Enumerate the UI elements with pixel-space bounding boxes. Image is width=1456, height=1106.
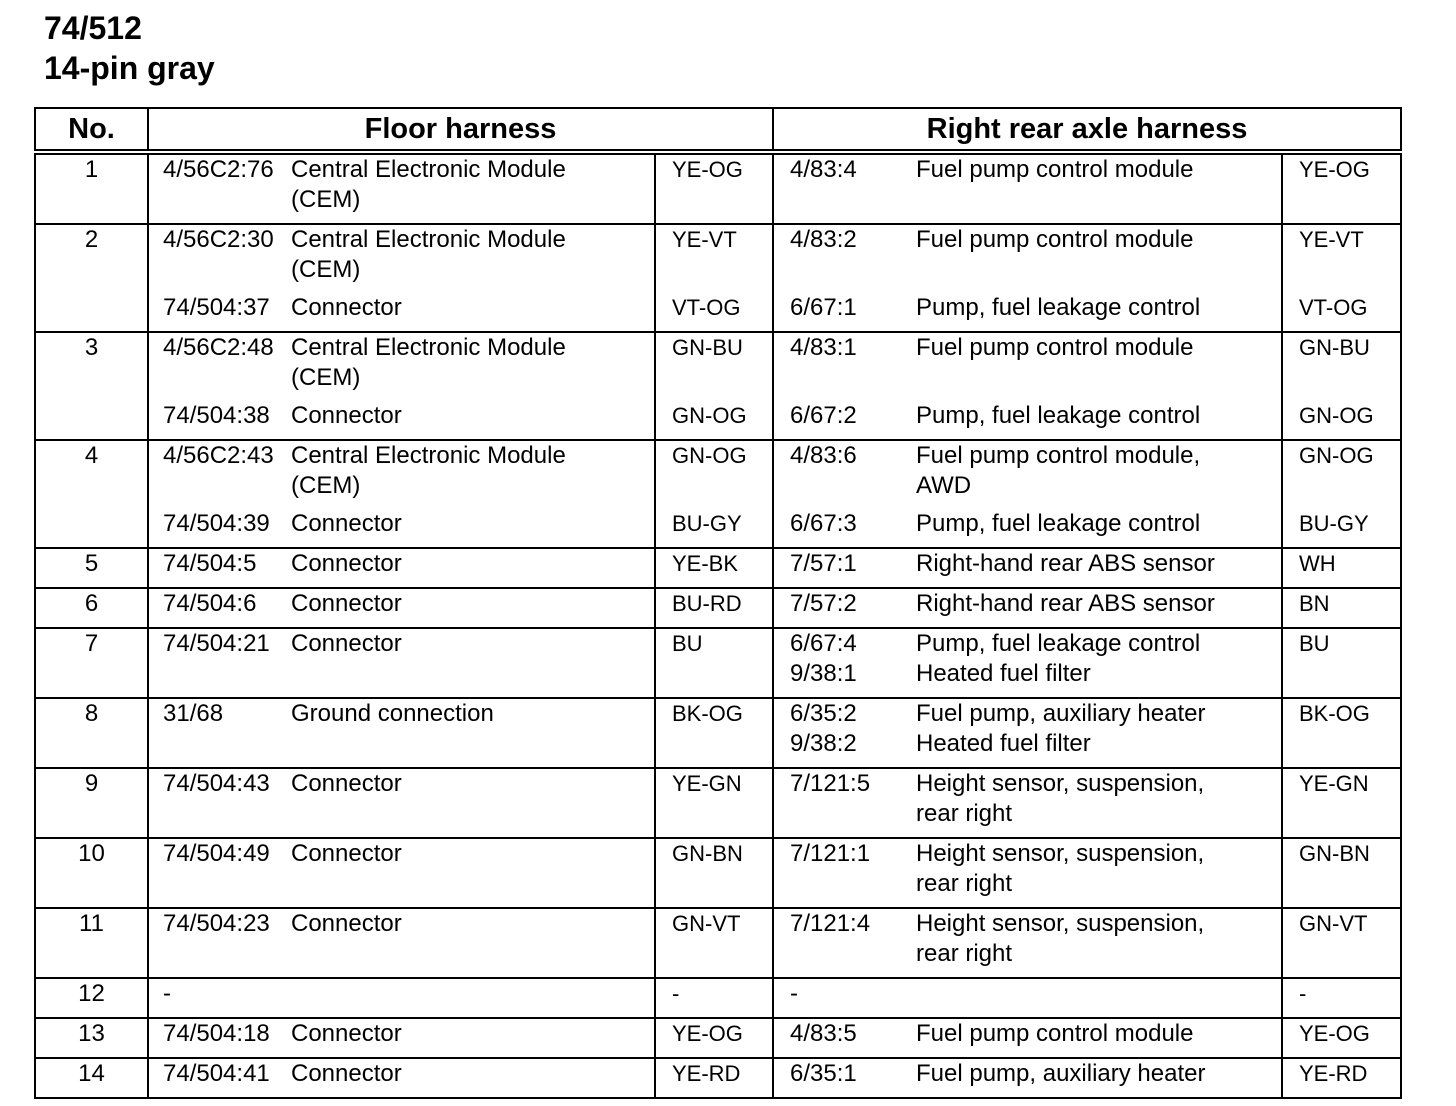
header-no: No.: [35, 108, 148, 152]
table-row: [35, 509, 1401, 548]
right-wire-color-text: BU: [1299, 631, 1330, 656]
right-terminal-code: [773, 1058, 916, 1098]
pin-number-text: [36, 401, 147, 409]
right-wire-color: [1282, 588, 1401, 628]
table-row: [35, 838, 1401, 908]
floor-wire-color: [655, 698, 773, 768]
floor-wire-color: [655, 978, 773, 1018]
floor-component-text: Connector: [291, 510, 402, 537]
right-terminal-code: [773, 548, 916, 588]
floor-terminal-code: [148, 768, 291, 838]
right-component: [916, 152, 1282, 224]
floor-component: [291, 838, 655, 908]
floor-wire-color-text: GN-OG: [672, 403, 747, 428]
floor-wire-color: [655, 588, 773, 628]
floor-terminal-code-text: 74/504:43: [163, 770, 270, 797]
right-terminal-code: [773, 588, 916, 628]
pin-number: [35, 1018, 148, 1058]
pin-number-text: 3: [84, 334, 99, 361]
floor-component: [291, 548, 655, 588]
floor-component-text: Central Electronic Module (CEM): [291, 334, 566, 391]
right-component: [916, 628, 1282, 698]
right-wire-color-text: WH: [1299, 551, 1336, 576]
floor-terminal-code: [148, 293, 291, 332]
pin-number: [35, 768, 148, 838]
right-wire-color: [1282, 332, 1401, 401]
pin-number-text: [36, 293, 147, 301]
floor-component-text: [291, 979, 654, 987]
right-wire-color: [1282, 440, 1401, 509]
right-component: [916, 224, 1282, 293]
right-component: [916, 908, 1282, 978]
table-row: [35, 293, 1401, 332]
floor-wire-color: [655, 509, 773, 548]
floor-component-text: Connector: [291, 1020, 402, 1047]
pin-number: [35, 628, 148, 698]
floor-wire-color-text: -: [672, 981, 680, 1006]
table-row: [35, 698, 1401, 768]
pin-number-text: 11: [79, 910, 104, 937]
right-terminal-code: [773, 978, 916, 1018]
floor-component-text: Connector: [291, 550, 402, 577]
floor-terminal-code: [148, 838, 291, 908]
table-row: [35, 628, 1401, 698]
right-terminal-code: [773, 332, 916, 401]
right-terminal-code-text: 6/35:2 9/38:2: [790, 700, 857, 757]
right-component: [916, 978, 1282, 1018]
floor-component: [291, 698, 655, 768]
floor-wire-color-text: BK-OG: [672, 701, 743, 726]
right-wire-color: [1282, 509, 1401, 548]
floor-component: [291, 293, 655, 332]
floor-terminal-code: [148, 698, 291, 768]
floor-wire-color: [655, 768, 773, 838]
right-terminal-code-text: 7/121:5: [790, 770, 871, 797]
floor-component: [291, 332, 655, 401]
right-terminal-code-text: 7/121:4: [790, 910, 871, 937]
floor-wire-color-text: YE-RD: [672, 1061, 741, 1086]
right-wire-color: [1282, 628, 1401, 698]
floor-component: [291, 224, 655, 293]
right-wire-color: [1282, 1058, 1401, 1098]
floor-terminal-code-text: 31/68: [163, 700, 224, 727]
pin-number: [35, 838, 148, 908]
table-row: [35, 1058, 1401, 1098]
right-terminal-code: [773, 628, 916, 698]
right-component-text: Pump, fuel leakage control: [916, 402, 1201, 429]
right-terminal-code-text: 6/67:1: [790, 294, 857, 321]
pin-number-text: 14: [78, 1060, 105, 1087]
right-terminal-code: [773, 293, 916, 332]
right-terminal-code: [773, 1018, 916, 1058]
floor-wire-color: [655, 440, 773, 509]
floor-terminal-code: [148, 978, 291, 1018]
table-row: [35, 332, 1401, 401]
floor-component: [291, 509, 655, 548]
right-component-text: Fuel pump control module, AWD: [916, 442, 1201, 499]
pin-number: [35, 224, 148, 293]
floor-terminal-code: [148, 401, 291, 440]
floor-wire-color-text: GN-BU: [672, 335, 743, 360]
right-wire-color: [1282, 838, 1401, 908]
floor-terminal-code: [148, 332, 291, 401]
right-component: [916, 548, 1282, 588]
floor-terminal-code-text: 4/56C2:43: [163, 442, 274, 469]
right-component: [916, 440, 1282, 509]
right-terminal-code: [773, 838, 916, 908]
floor-wire-color: [655, 548, 773, 588]
right-component: [916, 1058, 1282, 1098]
right-wire-color-text: VT-OG: [1299, 295, 1368, 320]
pin-number-text: 1: [84, 156, 99, 183]
table-body: [35, 152, 1401, 1098]
right-terminal-code-text: 7/57:1: [790, 550, 857, 577]
right-terminal-code-text: 4/83:6: [790, 442, 857, 469]
floor-component: [291, 440, 655, 509]
floor-component: [291, 152, 655, 224]
right-wire-color-text: YE-OG: [1299, 157, 1370, 182]
floor-terminal-code-text: 74/504:49: [163, 840, 270, 867]
floor-terminal-code: [148, 1058, 291, 1098]
floor-wire-color: [655, 1058, 773, 1098]
right-terminal-code: [773, 509, 916, 548]
right-wire-color: [1282, 224, 1401, 293]
floor-wire-color: [655, 293, 773, 332]
right-terminal-code-text: -: [790, 980, 798, 1007]
table-row: [35, 978, 1401, 1018]
right-wire-color-text: YE-GN: [1299, 771, 1369, 796]
right-wire-color: [1282, 152, 1401, 224]
floor-component: [291, 908, 655, 978]
right-wire-color: [1282, 1018, 1401, 1058]
right-component: [916, 1018, 1282, 1058]
floor-component-text: Connector: [291, 630, 402, 657]
pin-number: [35, 1058, 148, 1098]
floor-terminal-code-text: 4/56C2:48: [163, 334, 274, 361]
right-component: [916, 332, 1282, 401]
floor-component-text: Connector: [291, 294, 402, 321]
floor-wire-color: [655, 838, 773, 908]
floor-terminal-code-text: 74/504:41: [163, 1060, 270, 1087]
pin-number-text: 9: [84, 770, 99, 797]
floor-component-text: Connector: [291, 402, 402, 429]
table-row: [35, 1018, 1401, 1058]
floor-terminal-code-text: 74/504:39: [163, 510, 270, 537]
right-terminal-code-text: 4/83:5: [790, 1020, 857, 1047]
floor-terminal-code: [148, 628, 291, 698]
right-terminal-code: [773, 440, 916, 509]
right-terminal-code: [773, 698, 916, 768]
right-component-text: Height sensor, suspension, rear right: [916, 840, 1205, 897]
right-component: [916, 509, 1282, 548]
floor-terminal-code-text: 74/504:37: [163, 294, 270, 321]
floor-component: [291, 401, 655, 440]
floor-wire-color-text: YE-GN: [672, 771, 742, 796]
right-terminal-code-text: 7/121:1: [790, 840, 871, 867]
right-terminal-code: [773, 401, 916, 440]
right-wire-color-text: GN-OG: [1299, 443, 1374, 468]
pin-number: [35, 293, 148, 332]
floor-wire-color-text: GN-OG: [672, 443, 747, 468]
header-right-rear-axle-harness: Right rear axle harness: [773, 108, 1401, 152]
right-component: [916, 588, 1282, 628]
pin-number-text: 8: [84, 700, 99, 727]
floor-component-text: Connector: [291, 910, 402, 937]
table-row: [35, 908, 1401, 978]
pin-number-text: 4: [84, 442, 99, 469]
right-wire-color-text: BK-OG: [1299, 701, 1370, 726]
floor-component: [291, 1018, 655, 1058]
right-wire-color: [1282, 978, 1401, 1018]
right-component-text: Fuel pump, auxiliary heater: [916, 1060, 1206, 1087]
right-component: [916, 698, 1282, 768]
right-wire-color: [1282, 698, 1401, 768]
floor-component: [291, 628, 655, 698]
floor-terminal-code: [148, 224, 291, 293]
floor-component-text: Ground connection: [291, 700, 494, 727]
pin-number-text: 10: [78, 840, 105, 867]
right-wire-color: [1282, 401, 1401, 440]
pin-number: [35, 401, 148, 440]
pin-number-text: 5: [84, 550, 99, 577]
right-terminal-code-text: 6/67:3: [790, 510, 857, 537]
right-component: [916, 768, 1282, 838]
floor-wire-color-text: YE-OG: [672, 157, 743, 182]
floor-component: [291, 768, 655, 838]
right-wire-color-text: -: [1299, 981, 1307, 1006]
pin-number: [35, 152, 148, 224]
floor-wire-color: [655, 1018, 773, 1058]
right-wire-color-text: YE-RD: [1299, 1061, 1368, 1086]
floor-terminal-code: [148, 548, 291, 588]
pin-number-text: 12: [78, 980, 105, 1007]
right-terminal-code-text: 6/67:4 9/38:1: [790, 630, 857, 687]
floor-terminal-code: [148, 908, 291, 978]
right-wire-color-text: BU-GY: [1299, 511, 1369, 536]
connector-id: 74/512: [44, 10, 142, 46]
right-component-text: Right-hand rear ABS sensor: [916, 550, 1215, 577]
right-terminal-code-text: 4/83:4: [790, 156, 857, 183]
connector-type: 14-pin gray: [44, 50, 215, 86]
right-terminal-code-text: 4/83:2: [790, 226, 857, 253]
pin-number-text: 13: [78, 1020, 105, 1047]
floor-component-text: Central Electronic Module (CEM): [291, 156, 566, 213]
right-terminal-code: [773, 908, 916, 978]
right-component-text: Fuel pump control module: [916, 1020, 1194, 1047]
pin-number-text: [36, 509, 147, 517]
pin-number: [35, 332, 148, 401]
table-row: [35, 548, 1401, 588]
pin-number-text: 7: [84, 630, 99, 657]
right-terminal-code-text: 6/67:2: [790, 402, 857, 429]
floor-component: [291, 588, 655, 628]
right-terminal-code: [773, 768, 916, 838]
floor-terminal-code: [148, 588, 291, 628]
right-component-text: Fuel pump control module: [916, 156, 1194, 183]
floor-terminal-code-text: 4/56C2:76: [163, 156, 274, 183]
right-component: [916, 293, 1282, 332]
pin-number-text: 2: [84, 226, 99, 253]
right-terminal-code-text: 4/83:1: [790, 334, 857, 361]
right-wire-color-text: BN: [1299, 591, 1330, 616]
floor-terminal-code-text: -: [163, 980, 171, 1007]
right-component-text: Right-hand rear ABS sensor: [916, 590, 1215, 617]
right-wire-color: [1282, 293, 1401, 332]
right-terminal-code: [773, 224, 916, 293]
floor-wire-color: [655, 332, 773, 401]
page-title: [44, 8, 215, 88]
floor-component-text: Central Electronic Module (CEM): [291, 226, 566, 283]
floor-terminal-code: [148, 1018, 291, 1058]
right-component-text: Pump, fuel leakage control: [916, 294, 1201, 321]
floor-wire-color: [655, 224, 773, 293]
right-component-text: Pump, fuel leakage control Heated fuel filter: [916, 630, 1201, 687]
table-row: [35, 401, 1401, 440]
pin-number: [35, 908, 148, 978]
floor-wire-color: [655, 401, 773, 440]
pin-number: [35, 509, 148, 548]
floor-terminal-code-text: 74/504:21: [163, 630, 270, 657]
right-wire-color: [1282, 548, 1401, 588]
right-wire-color-text: GN-VT: [1299, 911, 1368, 936]
pin-number: [35, 698, 148, 768]
table-row: [35, 440, 1401, 509]
floor-wire-color-text: BU-GY: [672, 511, 742, 536]
header-floor-harness: Floor harness: [148, 108, 773, 152]
connector-pin-table: [34, 107, 1402, 1099]
right-wire-color-text: GN-BN: [1299, 841, 1370, 866]
table-row: [35, 224, 1401, 293]
pin-number: [35, 440, 148, 509]
floor-wire-color-text: YE-BK: [672, 551, 739, 576]
floor-component-text: Connector: [291, 590, 402, 617]
floor-wire-color-text: BU: [672, 631, 703, 656]
right-wire-color-text: GN-BU: [1299, 335, 1370, 360]
floor-wire-color: [655, 908, 773, 978]
table-row: [35, 768, 1401, 838]
header-row: [35, 108, 1401, 152]
right-component-text: Pump, fuel leakage control: [916, 510, 1201, 537]
right-wire-color-text: YE-VT: [1299, 227, 1364, 252]
floor-wire-color: [655, 628, 773, 698]
right-component: [916, 838, 1282, 908]
floor-terminal-code-text: 74/504:6: [163, 590, 257, 617]
right-wire-color: [1282, 768, 1401, 838]
floor-wire-color-text: YE-VT: [672, 227, 737, 252]
pin-number: [35, 978, 148, 1018]
table-row: [35, 588, 1401, 628]
right-wire-color-text: YE-OG: [1299, 1021, 1370, 1046]
right-terminal-code-text: 7/57:2: [790, 590, 857, 617]
floor-component-text: Connector: [291, 840, 402, 867]
floor-terminal-code-text: 74/504:18: [163, 1020, 270, 1047]
floor-wire-color-text: GN-BN: [672, 841, 743, 866]
floor-terminal-code: [148, 440, 291, 509]
right-component-text: Fuel pump control module: [916, 226, 1194, 253]
floor-component: [291, 978, 655, 1018]
floor-wire-color-text: BU-RD: [672, 591, 742, 616]
floor-terminal-code: [148, 509, 291, 548]
right-component: [916, 401, 1282, 440]
floor-wire-color: [655, 152, 773, 224]
floor-component-text: Central Electronic Module (CEM): [291, 442, 566, 499]
pin-number: [35, 548, 148, 588]
floor-wire-color-text: YE-OG: [672, 1021, 743, 1046]
floor-terminal-code-text: 4/56C2:30: [163, 226, 274, 253]
floor-component: [291, 1058, 655, 1098]
pin-number: [35, 588, 148, 628]
right-component-text: [916, 979, 1281, 987]
right-component-text: Fuel pump, auxiliary heater Heated fuel filter: [916, 700, 1206, 757]
floor-terminal-code: [148, 152, 291, 224]
floor-wire-color-text: GN-VT: [672, 911, 741, 936]
right-terminal-code: [773, 152, 916, 224]
right-terminal-code-text: 6/35:1: [790, 1060, 857, 1087]
right-component-text: Height sensor, suspension, rear right: [916, 910, 1205, 967]
floor-component-text: Connector: [291, 1060, 402, 1087]
right-wire-color: [1282, 908, 1401, 978]
pin-number-text: 6: [84, 590, 99, 617]
floor-terminal-code-text: 74/504:5: [163, 550, 257, 577]
floor-wire-color-text: VT-OG: [672, 295, 741, 320]
floor-terminal-code-text: 74/504:38: [163, 402, 270, 429]
table-row: [35, 152, 1401, 224]
right-component-text: Height sensor, suspension, rear right: [916, 770, 1205, 827]
floor-component-text: Connector: [291, 770, 402, 797]
floor-terminal-code-text: 74/504:23: [163, 910, 270, 937]
right-component-text: Fuel pump control module: [916, 334, 1194, 361]
right-wire-color-text: GN-OG: [1299, 403, 1374, 428]
